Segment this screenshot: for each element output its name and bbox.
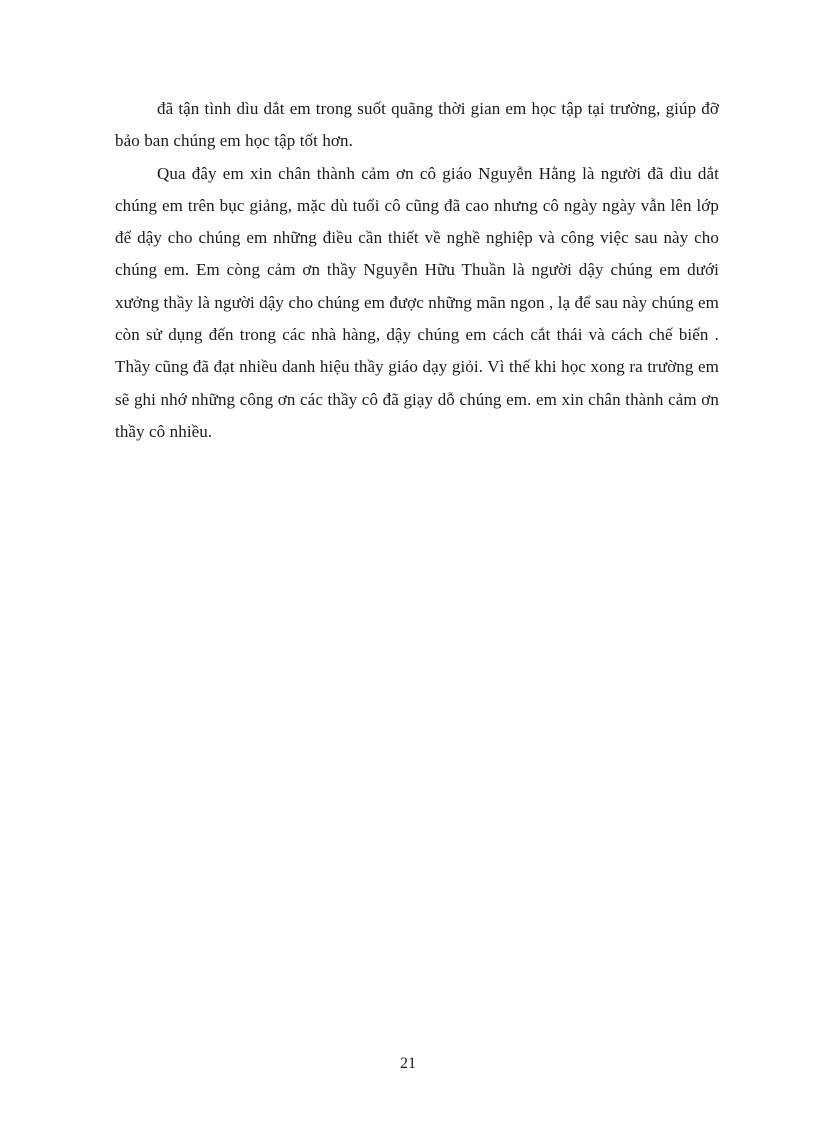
page-number: 21 [400,1055,416,1072]
paragraph-continuation: đã tận tình dìu dắt em trong suốt quãng thời gian em học tập tại trường, giúp đỡ bảo ban chúng em học tập tốt hơn. [115,99,719,151]
body-text [115,93,719,448]
paragraph-acknowledgement: Qua đây em xin chân thành cảm ơn cô giáo Nguyễn Hằng là người đã dìu dắt chúng em trên bục giảng, mặc dù tuổi cô cũng đã cao nhưng cô ngày ngày vẫn lên lớp để dậy cho chúng em những điều cần thiết về nghề nghiệp và công việc sau này cho chúng em. Em còng cảm ơn thầy Nguyễn Hữu Thuần là người dậy chúng em dưới xưởng thầy là người dậy cho chúng em được những mãn ngon , lạ để sau này chúng em còn sử dụng đến trong các nhà hàng, dậy chúng em cách cắt thái và cách chế biến . Thầy cũng đã đạt nhiều danh hiệu thầy giáo dạy giỏi. Vì thế khi học xong ra trường em sẽ ghi nhớ những công ơn các thầy cô đã giạy dỗ chúng em. em xin chân thành cảm ơn thầy cô nhiều. [115,163,719,441]
